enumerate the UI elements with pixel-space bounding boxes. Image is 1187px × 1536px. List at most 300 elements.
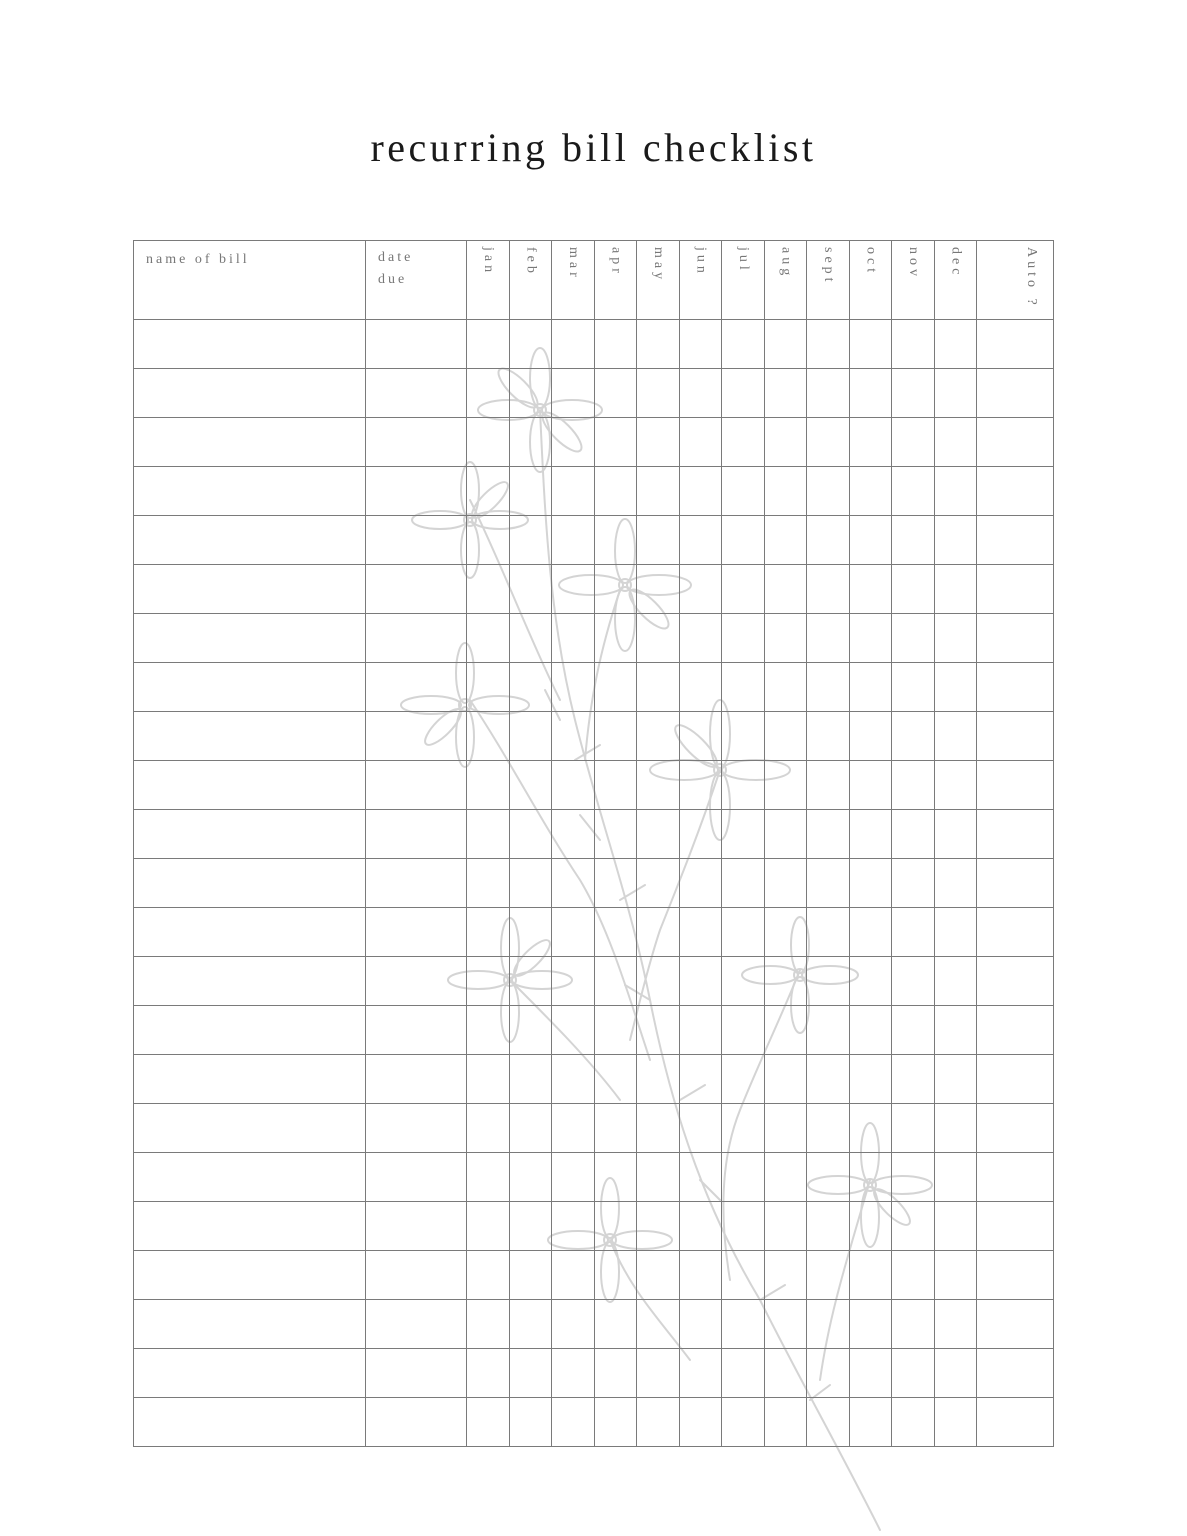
checkbox-cell[interactable]: [467, 810, 510, 859]
date-due-cell[interactable]: [366, 1153, 467, 1202]
checkbox-cell[interactable]: [722, 614, 765, 663]
checkbox-cell[interactable]: [510, 516, 552, 565]
checkbox-cell[interactable]: [850, 712, 892, 761]
auto-cell[interactable]: [977, 1398, 1054, 1447]
checkbox-cell[interactable]: [680, 516, 722, 565]
checkbox-cell[interactable]: [722, 1055, 765, 1104]
checkbox-cell[interactable]: [552, 908, 595, 957]
checkbox-cell[interactable]: [722, 1398, 765, 1447]
checkbox-cell[interactable]: [595, 418, 637, 467]
date-due-cell[interactable]: [366, 761, 467, 810]
checkbox-cell[interactable]: [765, 1398, 807, 1447]
auto-cell[interactable]: [977, 614, 1054, 663]
checkbox-cell[interactable]: [722, 859, 765, 908]
checkbox-cell[interactable]: [467, 565, 510, 614]
date-due-cell[interactable]: [366, 320, 467, 369]
checkbox-cell[interactable]: [510, 761, 552, 810]
checkbox-cell[interactable]: [807, 1153, 850, 1202]
bill-name-cell[interactable]: [134, 859, 366, 908]
checkbox-cell[interactable]: [552, 1006, 595, 1055]
checkbox-cell[interactable]: [807, 663, 850, 712]
checkbox-cell[interactable]: [765, 1349, 807, 1398]
checkbox-cell[interactable]: [722, 1251, 765, 1300]
checkbox-cell[interactable]: [892, 320, 935, 369]
checkbox-cell[interactable]: [935, 1349, 977, 1398]
checkbox-cell[interactable]: [595, 810, 637, 859]
date-due-cell[interactable]: [366, 810, 467, 859]
date-due-cell[interactable]: [366, 565, 467, 614]
checkbox-cell[interactable]: [467, 859, 510, 908]
checkbox-cell[interactable]: [552, 1398, 595, 1447]
checkbox-cell[interactable]: [850, 418, 892, 467]
date-due-cell[interactable]: [366, 1006, 467, 1055]
auto-cell[interactable]: [977, 467, 1054, 516]
checkbox-cell[interactable]: [680, 1202, 722, 1251]
checkbox-cell[interactable]: [722, 908, 765, 957]
checkbox-cell[interactable]: [807, 320, 850, 369]
checkbox-cell[interactable]: [850, 1104, 892, 1153]
checkbox-cell[interactable]: [892, 810, 935, 859]
checkbox-cell[interactable]: [680, 320, 722, 369]
checkbox-cell[interactable]: [595, 369, 637, 418]
checkbox-cell[interactable]: [467, 467, 510, 516]
auto-cell[interactable]: [977, 859, 1054, 908]
checkbox-cell[interactable]: [807, 712, 850, 761]
checkbox-cell[interactable]: [935, 369, 977, 418]
checkbox-cell[interactable]: [467, 418, 510, 467]
bill-name-cell[interactable]: [134, 712, 366, 761]
checkbox-cell[interactable]: [807, 467, 850, 516]
bill-name-cell[interactable]: [134, 565, 366, 614]
checkbox-cell[interactable]: [807, 1006, 850, 1055]
checkbox-cell[interactable]: [680, 1349, 722, 1398]
bill-name-cell[interactable]: [134, 1153, 366, 1202]
checkbox-cell[interactable]: [807, 369, 850, 418]
checkbox-cell[interactable]: [765, 1006, 807, 1055]
checkbox-cell[interactable]: [637, 1006, 680, 1055]
checkbox-cell[interactable]: [637, 1349, 680, 1398]
checkbox-cell[interactable]: [807, 908, 850, 957]
checkbox-cell[interactable]: [552, 1300, 595, 1349]
checkbox-cell[interactable]: [850, 663, 892, 712]
checkbox-cell[interactable]: [552, 1349, 595, 1398]
checkbox-cell[interactable]: [637, 663, 680, 712]
checkbox-cell[interactable]: [935, 761, 977, 810]
checkbox-cell[interactable]: [467, 761, 510, 810]
checkbox-cell[interactable]: [595, 516, 637, 565]
checkbox-cell[interactable]: [807, 1251, 850, 1300]
bill-name-cell[interactable]: [134, 1349, 366, 1398]
date-due-cell[interactable]: [366, 1300, 467, 1349]
checkbox-cell[interactable]: [510, 810, 552, 859]
checkbox-cell[interactable]: [935, 320, 977, 369]
date-due-cell[interactable]: [366, 908, 467, 957]
checkbox-cell[interactable]: [510, 1398, 552, 1447]
checkbox-cell[interactable]: [595, 320, 637, 369]
checkbox-cell[interactable]: [807, 859, 850, 908]
checkbox-cell[interactable]: [467, 1055, 510, 1104]
checkbox-cell[interactable]: [807, 1398, 850, 1447]
auto-cell[interactable]: [977, 369, 1054, 418]
checkbox-cell[interactable]: [680, 663, 722, 712]
checkbox-cell[interactable]: [467, 1251, 510, 1300]
checkbox-cell[interactable]: [510, 712, 552, 761]
checkbox-cell[interactable]: [552, 761, 595, 810]
date-due-cell[interactable]: [366, 418, 467, 467]
checkbox-cell[interactable]: [510, 1104, 552, 1153]
checkbox-cell[interactable]: [722, 761, 765, 810]
bill-name-cell[interactable]: [134, 467, 366, 516]
checkbox-cell[interactable]: [552, 614, 595, 663]
checkbox-cell[interactable]: [722, 516, 765, 565]
auto-cell[interactable]: [977, 761, 1054, 810]
checkbox-cell[interactable]: [892, 565, 935, 614]
checkbox-cell[interactable]: [637, 1202, 680, 1251]
checkbox-cell[interactable]: [850, 1300, 892, 1349]
checkbox-cell[interactable]: [765, 663, 807, 712]
checkbox-cell[interactable]: [722, 320, 765, 369]
checkbox-cell[interactable]: [935, 810, 977, 859]
checkbox-cell[interactable]: [595, 859, 637, 908]
checkbox-cell[interactable]: [935, 614, 977, 663]
checkbox-cell[interactable]: [765, 1055, 807, 1104]
checkbox-cell[interactable]: [892, 1300, 935, 1349]
date-due-cell[interactable]: [366, 957, 467, 1006]
checkbox-cell[interactable]: [892, 516, 935, 565]
checkbox-cell[interactable]: [935, 1202, 977, 1251]
date-due-cell[interactable]: [366, 663, 467, 712]
checkbox-cell[interactable]: [637, 1300, 680, 1349]
checkbox-cell[interactable]: [722, 957, 765, 1006]
checkbox-cell[interactable]: [765, 369, 807, 418]
checkbox-cell[interactable]: [935, 957, 977, 1006]
checkbox-cell[interactable]: [510, 908, 552, 957]
checkbox-cell[interactable]: [850, 1006, 892, 1055]
checkbox-cell[interactable]: [807, 1349, 850, 1398]
checkbox-cell[interactable]: [680, 1251, 722, 1300]
checkbox-cell[interactable]: [595, 1202, 637, 1251]
checkbox-cell[interactable]: [935, 859, 977, 908]
checkbox-cell[interactable]: [637, 761, 680, 810]
auto-cell[interactable]: [977, 565, 1054, 614]
checkbox-cell[interactable]: [637, 1104, 680, 1153]
checkbox-cell[interactable]: [510, 565, 552, 614]
checkbox-cell[interactable]: [722, 418, 765, 467]
checkbox-cell[interactable]: [510, 1300, 552, 1349]
checkbox-cell[interactable]: [552, 663, 595, 712]
bill-name-cell[interactable]: [134, 810, 366, 859]
bill-name-cell[interactable]: [134, 957, 366, 1006]
auto-cell[interactable]: [977, 663, 1054, 712]
checkbox-cell[interactable]: [935, 565, 977, 614]
checkbox-cell[interactable]: [552, 957, 595, 1006]
bill-name-cell[interactable]: [134, 1300, 366, 1349]
checkbox-cell[interactable]: [892, 1202, 935, 1251]
checkbox-cell[interactable]: [595, 712, 637, 761]
checkbox-cell[interactable]: [595, 908, 637, 957]
checkbox-cell[interactable]: [850, 1153, 892, 1202]
date-due-cell[interactable]: [366, 1104, 467, 1153]
checkbox-cell[interactable]: [765, 908, 807, 957]
checkbox-cell[interactable]: [680, 712, 722, 761]
checkbox-cell[interactable]: [637, 418, 680, 467]
checkbox-cell[interactable]: [510, 663, 552, 712]
date-due-cell[interactable]: [366, 369, 467, 418]
checkbox-cell[interactable]: [467, 1104, 510, 1153]
checkbox-cell[interactable]: [722, 467, 765, 516]
auto-cell[interactable]: [977, 516, 1054, 565]
checkbox-cell[interactable]: [552, 516, 595, 565]
checkbox-cell[interactable]: [680, 859, 722, 908]
checkbox-cell[interactable]: [722, 565, 765, 614]
checkbox-cell[interactable]: [850, 1055, 892, 1104]
checkbox-cell[interactable]: [765, 810, 807, 859]
date-due-cell[interactable]: [366, 1202, 467, 1251]
bill-name-cell[interactable]: [134, 1398, 366, 1447]
checkbox-cell[interactable]: [935, 516, 977, 565]
checkbox-cell[interactable]: [552, 467, 595, 516]
checkbox-cell[interactable]: [552, 1104, 595, 1153]
checkbox-cell[interactable]: [595, 663, 637, 712]
checkbox-cell[interactable]: [850, 320, 892, 369]
checkbox-cell[interactable]: [510, 418, 552, 467]
auto-cell[interactable]: [977, 320, 1054, 369]
checkbox-cell[interactable]: [680, 1153, 722, 1202]
checkbox-cell[interactable]: [935, 467, 977, 516]
checkbox-cell[interactable]: [595, 565, 637, 614]
checkbox-cell[interactable]: [765, 467, 807, 516]
checkbox-cell[interactable]: [807, 761, 850, 810]
bill-name-cell[interactable]: [134, 1202, 366, 1251]
checkbox-cell[interactable]: [807, 565, 850, 614]
checkbox-cell[interactable]: [680, 565, 722, 614]
checkbox-cell[interactable]: [595, 467, 637, 516]
checkbox-cell[interactable]: [807, 614, 850, 663]
checkbox-cell[interactable]: [722, 712, 765, 761]
checkbox-cell[interactable]: [552, 369, 595, 418]
auto-cell[interactable]: [977, 1251, 1054, 1300]
checkbox-cell[interactable]: [637, 810, 680, 859]
checkbox-cell[interactable]: [680, 1055, 722, 1104]
checkbox-cell[interactable]: [765, 565, 807, 614]
checkbox-cell[interactable]: [467, 712, 510, 761]
bill-name-cell[interactable]: [134, 418, 366, 467]
checkbox-cell[interactable]: [892, 1055, 935, 1104]
checkbox-cell[interactable]: [850, 1251, 892, 1300]
checkbox-cell[interactable]: [850, 761, 892, 810]
checkbox-cell[interactable]: [595, 1006, 637, 1055]
auto-cell[interactable]: [977, 1349, 1054, 1398]
bill-name-cell[interactable]: [134, 369, 366, 418]
checkbox-cell[interactable]: [935, 1300, 977, 1349]
checkbox-cell[interactable]: [510, 614, 552, 663]
auto-cell[interactable]: [977, 1055, 1054, 1104]
checkbox-cell[interactable]: [850, 1398, 892, 1447]
checkbox-cell[interactable]: [637, 859, 680, 908]
checkbox-cell[interactable]: [467, 1006, 510, 1055]
checkbox-cell[interactable]: [467, 663, 510, 712]
checkbox-cell[interactable]: [595, 1398, 637, 1447]
checkbox-cell[interactable]: [892, 908, 935, 957]
checkbox-cell[interactable]: [935, 1153, 977, 1202]
checkbox-cell[interactable]: [552, 1153, 595, 1202]
checkbox-cell[interactable]: [850, 467, 892, 516]
checkbox-cell[interactable]: [552, 859, 595, 908]
checkbox-cell[interactable]: [722, 1300, 765, 1349]
checkbox-cell[interactable]: [595, 1251, 637, 1300]
auto-cell[interactable]: [977, 1006, 1054, 1055]
checkbox-cell[interactable]: [552, 1251, 595, 1300]
checkbox-cell[interactable]: [892, 1251, 935, 1300]
checkbox-cell[interactable]: [722, 1202, 765, 1251]
bill-name-cell[interactable]: [134, 908, 366, 957]
auto-cell[interactable]: [977, 908, 1054, 957]
checkbox-cell[interactable]: [765, 1251, 807, 1300]
checkbox-cell[interactable]: [680, 614, 722, 663]
date-due-cell[interactable]: [366, 516, 467, 565]
bill-name-cell[interactable]: [134, 614, 366, 663]
date-due-cell[interactable]: [366, 1251, 467, 1300]
bill-name-cell[interactable]: [134, 663, 366, 712]
checkbox-cell[interactable]: [765, 614, 807, 663]
checkbox-cell[interactable]: [765, 859, 807, 908]
checkbox-cell[interactable]: [850, 1202, 892, 1251]
checkbox-cell[interactable]: [722, 1104, 765, 1153]
checkbox-cell[interactable]: [850, 859, 892, 908]
checkbox-cell[interactable]: [892, 859, 935, 908]
checkbox-cell[interactable]: [595, 1055, 637, 1104]
auto-cell[interactable]: [977, 712, 1054, 761]
checkbox-cell[interactable]: [807, 810, 850, 859]
auto-cell[interactable]: [977, 1153, 1054, 1202]
checkbox-cell[interactable]: [510, 1006, 552, 1055]
checkbox-cell[interactable]: [552, 712, 595, 761]
date-due-cell[interactable]: [366, 467, 467, 516]
checkbox-cell[interactable]: [935, 1251, 977, 1300]
checkbox-cell[interactable]: [722, 810, 765, 859]
checkbox-cell[interactable]: [892, 1153, 935, 1202]
date-due-cell[interactable]: [366, 614, 467, 663]
checkbox-cell[interactable]: [765, 1104, 807, 1153]
checkbox-cell[interactable]: [467, 516, 510, 565]
checkbox-cell[interactable]: [510, 1251, 552, 1300]
checkbox-cell[interactable]: [935, 908, 977, 957]
checkbox-cell[interactable]: [467, 1153, 510, 1202]
checkbox-cell[interactable]: [892, 1349, 935, 1398]
checkbox-cell[interactable]: [765, 516, 807, 565]
checkbox-cell[interactable]: [637, 467, 680, 516]
checkbox-cell[interactable]: [850, 516, 892, 565]
checkbox-cell[interactable]: [510, 957, 552, 1006]
checkbox-cell[interactable]: [892, 1006, 935, 1055]
checkbox-cell[interactable]: [637, 1153, 680, 1202]
checkbox-cell[interactable]: [510, 1202, 552, 1251]
checkbox-cell[interactable]: [892, 663, 935, 712]
checkbox-cell[interactable]: [680, 418, 722, 467]
bill-name-cell[interactable]: [134, 1006, 366, 1055]
checkbox-cell[interactable]: [637, 1055, 680, 1104]
checkbox-cell[interactable]: [637, 957, 680, 1006]
checkbox-cell[interactable]: [850, 369, 892, 418]
checkbox-cell[interactable]: [510, 1349, 552, 1398]
checkbox-cell[interactable]: [467, 908, 510, 957]
checkbox-cell[interactable]: [680, 1398, 722, 1447]
checkbox-cell[interactable]: [552, 1055, 595, 1104]
checkbox-cell[interactable]: [807, 418, 850, 467]
checkbox-cell[interactable]: [467, 1202, 510, 1251]
checkbox-cell[interactable]: [850, 565, 892, 614]
bill-name-cell[interactable]: [134, 516, 366, 565]
checkbox-cell[interactable]: [807, 1055, 850, 1104]
checkbox-cell[interactable]: [807, 957, 850, 1006]
checkbox-cell[interactable]: [680, 1006, 722, 1055]
checkbox-cell[interactable]: [595, 1300, 637, 1349]
checkbox-cell[interactable]: [510, 320, 552, 369]
checkbox-cell[interactable]: [892, 1398, 935, 1447]
checkbox-cell[interactable]: [552, 565, 595, 614]
checkbox-cell[interactable]: [510, 1055, 552, 1104]
bill-name-cell[interactable]: [134, 761, 366, 810]
checkbox-cell[interactable]: [807, 1104, 850, 1153]
checkbox-cell[interactable]: [680, 1104, 722, 1153]
checkbox-cell[interactable]: [892, 418, 935, 467]
checkbox-cell[interactable]: [510, 1153, 552, 1202]
checkbox-cell[interactable]: [595, 1349, 637, 1398]
checkbox-cell[interactable]: [892, 467, 935, 516]
checkbox-cell[interactable]: [595, 614, 637, 663]
checkbox-cell[interactable]: [935, 1055, 977, 1104]
checkbox-cell[interactable]: [850, 810, 892, 859]
checkbox-cell[interactable]: [765, 1300, 807, 1349]
checkbox-cell[interactable]: [637, 1251, 680, 1300]
checkbox-cell[interactable]: [807, 1300, 850, 1349]
checkbox-cell[interactable]: [850, 908, 892, 957]
checkbox-cell[interactable]: [935, 418, 977, 467]
date-due-cell[interactable]: [366, 712, 467, 761]
auto-cell[interactable]: [977, 1300, 1054, 1349]
checkbox-cell[interactable]: [637, 565, 680, 614]
checkbox-cell[interactable]: [595, 957, 637, 1006]
checkbox-cell[interactable]: [935, 712, 977, 761]
checkbox-cell[interactable]: [680, 908, 722, 957]
checkbox-cell[interactable]: [680, 369, 722, 418]
auto-cell[interactable]: [977, 1202, 1054, 1251]
bill-name-cell[interactable]: [134, 1104, 366, 1153]
checkbox-cell[interactable]: [552, 810, 595, 859]
checkbox-cell[interactable]: [892, 712, 935, 761]
checkbox-cell[interactable]: [935, 1398, 977, 1447]
checkbox-cell[interactable]: [765, 1202, 807, 1251]
checkbox-cell[interactable]: [680, 467, 722, 516]
checkbox-cell[interactable]: [637, 1398, 680, 1447]
checkbox-cell[interactable]: [722, 1153, 765, 1202]
checkbox-cell[interactable]: [807, 1202, 850, 1251]
checkbox-cell[interactable]: [765, 320, 807, 369]
checkbox-cell[interactable]: [467, 1349, 510, 1398]
checkbox-cell[interactable]: [467, 320, 510, 369]
checkbox-cell[interactable]: [722, 663, 765, 712]
checkbox-cell[interactable]: [637, 516, 680, 565]
checkbox-cell[interactable]: [765, 957, 807, 1006]
bill-name-cell[interactable]: [134, 320, 366, 369]
checkbox-cell[interactable]: [637, 369, 680, 418]
checkbox-cell[interactable]: [850, 614, 892, 663]
checkbox-cell[interactable]: [850, 957, 892, 1006]
checkbox-cell[interactable]: [765, 1153, 807, 1202]
date-due-cell[interactable]: [366, 1349, 467, 1398]
checkbox-cell[interactable]: [935, 663, 977, 712]
checkbox-cell[interactable]: [552, 320, 595, 369]
